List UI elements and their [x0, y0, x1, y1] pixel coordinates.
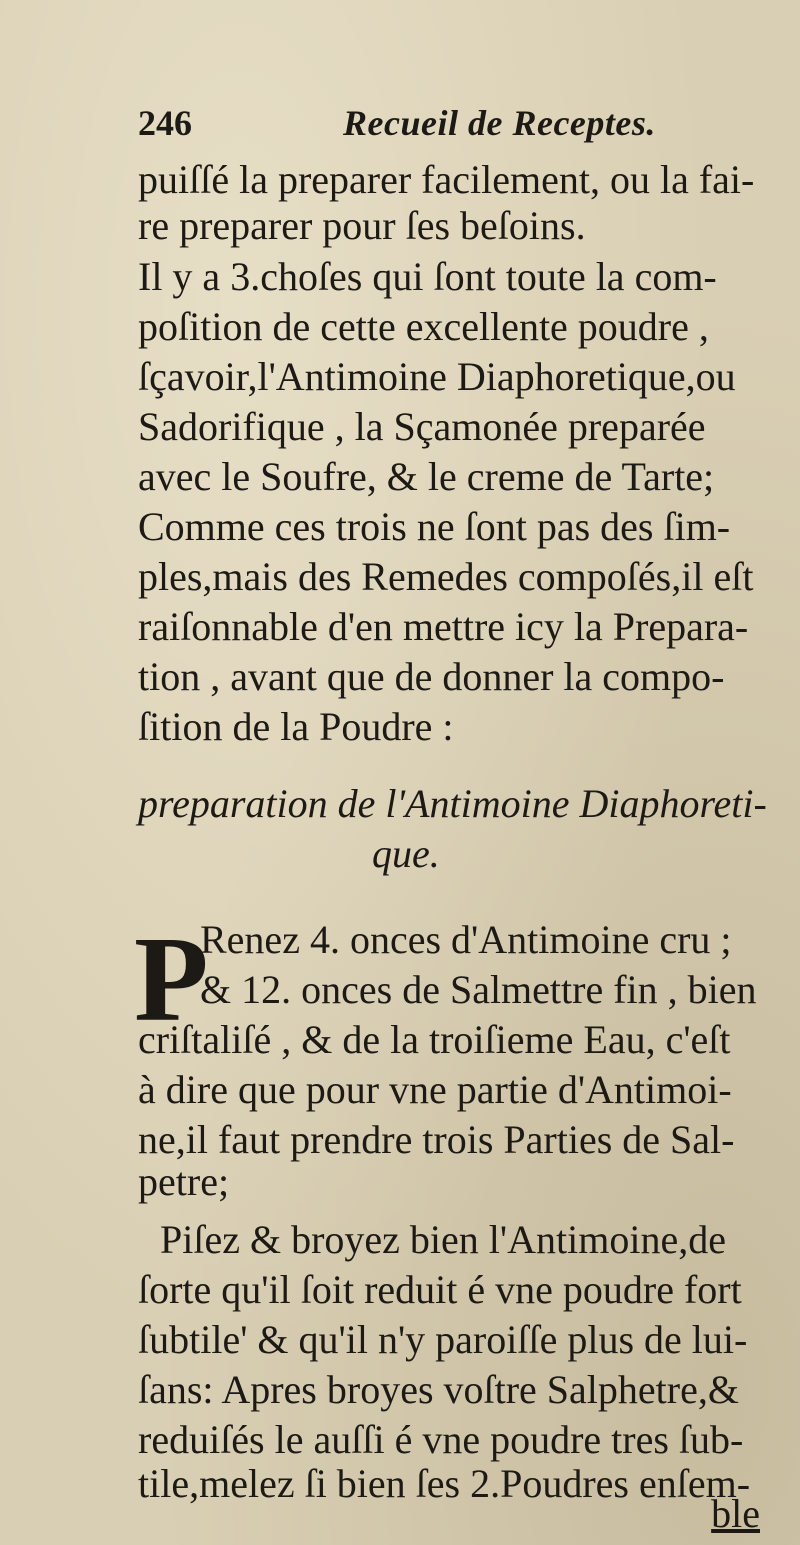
- text-line: à dire que pour vne partie d'Antimoi-: [138, 1067, 732, 1112]
- text-line: ſubtile' & qu'il n'y paroiſſe plus de lui-: [138, 1317, 748, 1362]
- page-header: [138, 98, 778, 148]
- running-title: Recueil de Receptes.: [343, 103, 656, 143]
- text-line: tile,melez ſi bien ſes 2.Poudres enſem-: [138, 1461, 751, 1506]
- text-line: puiſſé la preparer facilement, ou la fai-: [138, 157, 755, 202]
- drop-cap: P: [134, 912, 209, 1047]
- section-title-line: que.: [372, 831, 440, 876]
- text-line: Sadorifique , la Sçamonée preparée: [138, 404, 706, 449]
- text-line: criſtaliſé , & de la troiſieme Eau, c'eſt: [138, 1017, 731, 1062]
- text-line: ples,mais des Remedes compoſés,il eſt: [138, 554, 754, 599]
- text-line: ſçavoir,l'Antimoine Diaphoretique,ou: [138, 354, 736, 399]
- text-line: Piſez & broyez bien l'Antimoine,de: [160, 1217, 726, 1262]
- text-line: Renez 4. onces d'Antimoine cru ;: [200, 917, 732, 962]
- text-line: petre;: [138, 1159, 230, 1204]
- text-line: reduiſés le auſſi é vne poudre tres ſub-: [138, 1417, 744, 1462]
- text-line: ſans: Apres broyes voſtre Salphetre,&: [138, 1367, 739, 1412]
- section-title-line: preparation de l'Antimoine Diaphoreti-: [138, 781, 767, 826]
- catchword: ble: [711, 1491, 760, 1536]
- text-line: Comme ces trois ne ſont pas des ſim-: [138, 504, 731, 549]
- text-line: raiſonnable d'en mettre icy la Prepara-: [138, 604, 749, 649]
- text-line: avec le Soufre, & le creme de Tarte;: [138, 454, 715, 499]
- text-line: ſorte qu'il ſoit reduit é vne poudre fort: [138, 1267, 742, 1312]
- text-line: ſition de la Poudre :: [138, 704, 454, 749]
- text-line: & 12. onces de Salmettre fin , bien: [200, 967, 757, 1012]
- page-number: 246: [138, 103, 192, 143]
- text-line: ne,il faut prendre trois Parties de Sal-: [138, 1117, 735, 1162]
- text-line: tion , avant que de donner la compo-: [138, 654, 725, 699]
- text-line: Il y a 3.choſes qui ſont toute la com-: [138, 254, 717, 299]
- text-line: poſition de cette excellente poudre ,: [138, 304, 709, 349]
- text-line: re preparer pour ſes beſoins.: [138, 203, 586, 248]
